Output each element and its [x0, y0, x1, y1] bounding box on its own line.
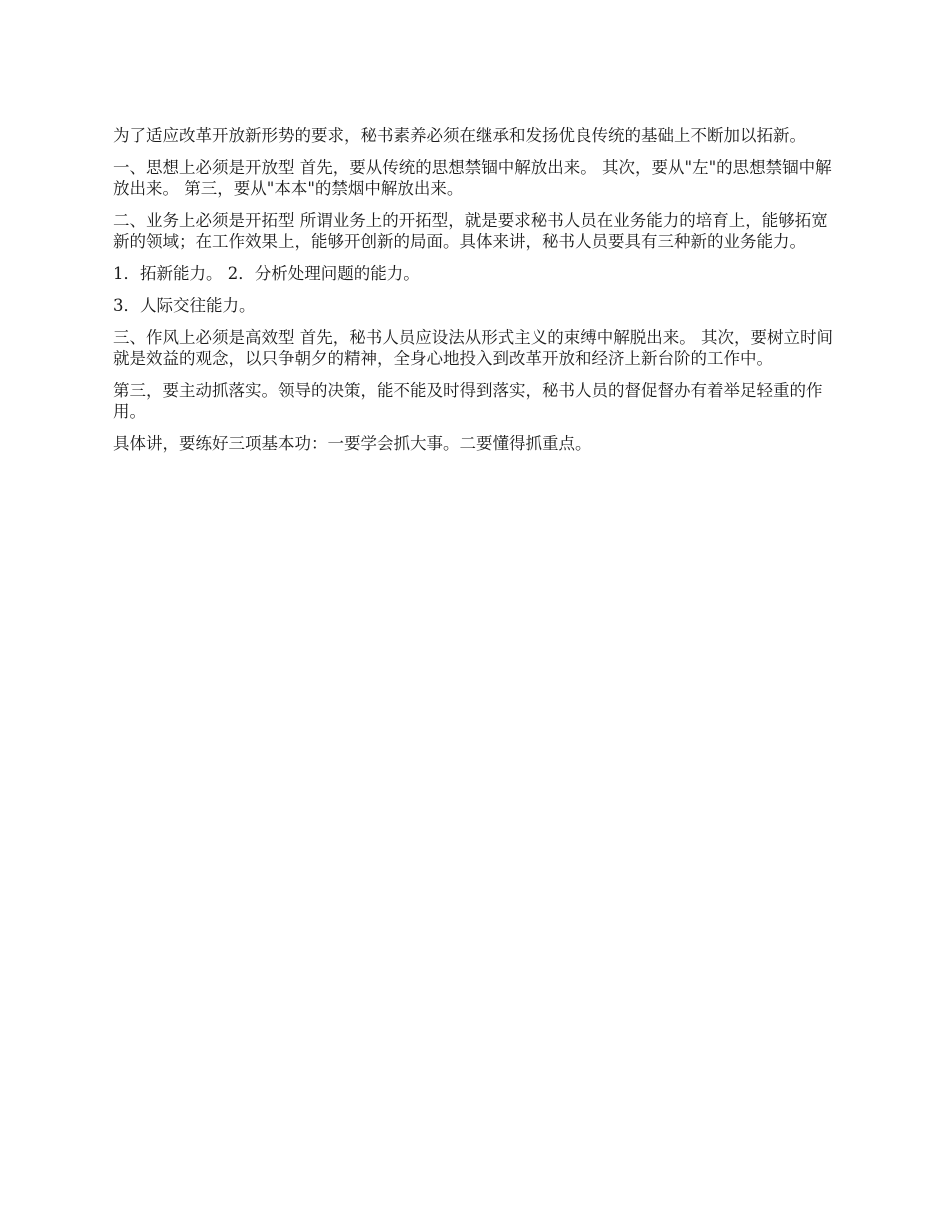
document-body: [113, 125, 841, 465]
paragraph-section-3: 三、作风上必须是高效型 首先，秘书人员应设法从形式主义的束缚中解脱出来。 其次，要树立时间就是效益的观念，以只争朝夕的精神，全身心地投入到改革开放和经济上新台阶的工作中。: [113, 328, 833, 368]
paragraph-list-item-3: 3．人际交往能力。: [113, 296, 256, 315]
paragraph-list-items-1-2: 1．拓新能力。 2．分析处理问题的能力。: [113, 264, 420, 283]
paragraph-closing: 具体讲，要练好三项基本功：一要学会抓大事。二要懂得抓重点。: [113, 434, 592, 453]
paragraph-section-1: 一、思想上必须是开放型 首先，要从传统的思想禁锢中解放出来。 其次，要从"左"的思想禁锢中解放出来。 第三，要从"本本"的禁烟中解放出来。: [113, 158, 832, 198]
paragraph-section-3-third: 第三，要主动抓落实。领导的决策，能不能及时得到落实，秘书人员的督促督办有着举足轻重的作用。: [113, 381, 823, 421]
paragraph-intro: 为了适应改革开放新形势的要求，秘书素养必须在继承和发扬优良传统的基础上不断加以拓新。: [113, 126, 806, 145]
paragraph-section-2: 二、业务上必须是开拓型 所谓业务上的开拓型，就是要求秘书人员在业务能力的培育上，能够拓宽新的领域；在工作效果上，能够开创新的局面。具体来讲，秘书人员要具有三种新的业务能力。: [113, 211, 828, 251]
